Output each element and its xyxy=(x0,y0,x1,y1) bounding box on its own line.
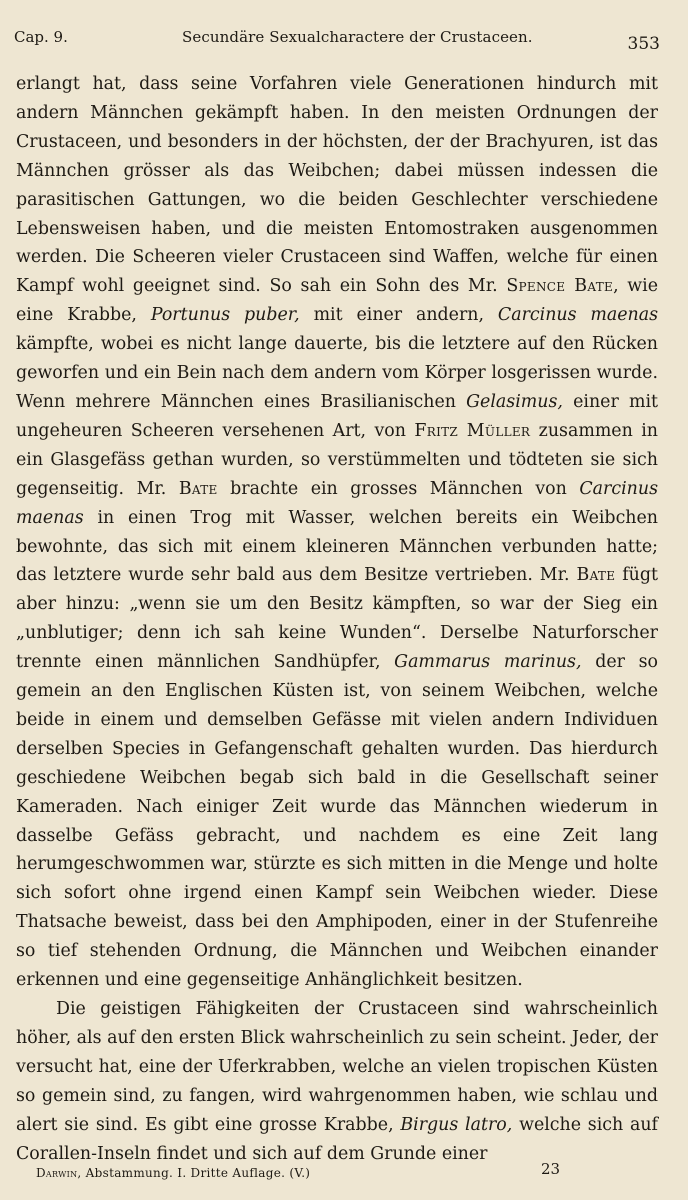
species-name: Portunus puber, xyxy=(150,305,300,326)
species-name: Gammarus marinus, xyxy=(394,652,582,673)
species-name: Carcinus maenas xyxy=(497,305,659,326)
person-name: Bate xyxy=(576,565,616,586)
person-name: Bate xyxy=(178,478,218,499)
author-name: Darwin, xyxy=(36,1166,82,1180)
person-name: Fritz Müller xyxy=(414,420,531,441)
text-run: Die geistigen Fähigkeiten der Crustaceen sind wahrscheinlich höher, als auf den ersten Blick wahrscheinlich zu sein scheint. Jeder, der versucht hat, eine der Uferkrabben, welche an vielen tropischen Küsten so gemein sind, zu fangen, wird wahrgenommen haben, wie schlau und alert sie sind. Es gibt eine grosse Krabbe, xyxy=(16,999,658,1135)
text-run: , wie eine Krabbe, xyxy=(16,276,659,326)
imprint-text: Abstammung. I. Dritte Auflage. (V.) xyxy=(85,1166,311,1180)
page-number: 353 xyxy=(627,34,660,54)
person-name: Spence Bate xyxy=(506,276,614,297)
running-header xyxy=(14,26,660,52)
body-text xyxy=(16,70,658,1168)
text-run: erlangt hat, dass seine Vorfahren viele Generationen hindurch mit andern Männchen gekämpft haben. In den meisten Ordnungen der Crustaceen, und besonders in der höchsten, der der Brachyuren, ist das Männchen grösser als das Weibchen; dabei müssen indessen die parasitischen Gattungen, wo die beiden Geschlechter verschiedene Lebensweisen haben, und die meisten Entomostraken ausgenommen werden. Die Scheeren vieler Crustaceen sind Waffen, welche für einen Kampf wohl geeignet sind. So sah ein Sohn des Mr. xyxy=(16,74,658,297)
text-run: brachte ein grosses Männchen von xyxy=(230,478,567,499)
imprint-line xyxy=(36,1166,310,1180)
text-run: fügt aber hinzu: „wenn sie um den Besitz kämpften, so war der Sieg ein „unblutiger; denn ich sah keine Wunden“. Derselbe Naturforscher trennte einen männlichen Sandhüpfer, xyxy=(16,565,659,673)
signature-mark: 23 xyxy=(541,1160,561,1178)
species-name: Gelasimus, xyxy=(466,391,563,412)
text-run: zusammen in ein Glasgefäss gethan wurden, so verstümmelten und tödteten sie sich gegenseitig. Mr. xyxy=(16,420,658,499)
species-name: Carcinus maenas xyxy=(16,478,658,528)
text-run: der so gemein an den Englischen Küsten ist, von seinem Weibchen, welche beide in einem und demselben Gefässe mit vielen andern Individuen derselben Species in Gefangenschaft gehalten wurden. Das hierdurch geschiedene Weibchen begab sich bald in die Gesellschaft seiner Kameraden. Nach einiger Zeit wurde das Männchen wiederum in dasselbe Gefäss gebracht, und nachdem es eine Zeit lang herumgeschwommen war, stürzte es sich mitten in die Menge und holte sich sofort ohne irgend einen Kampf sein Weibchen wieder. Diese Thatsache beweist, dass bei den Amphipoden, einer in der Stufenreihe so tief stehenden Ordnung, die Männchen und Weibchen einander erkennen und eine gegenseitige Anhänglichkeit besitzen. xyxy=(16,652,658,991)
text-run: in einen Trog mit Wasser, welchen bereits ein Weibchen bewohnte, das sich mit einem kleineren Männchen verbunden hatte; das letztere wurde sehr bald aus dem Besitze vertrieben. Mr. xyxy=(16,507,659,586)
running-title: Secundäre Sexualcharactere der Crustaceen. xyxy=(182,28,533,46)
text-run: kämpfte, wobei es nicht lange dauerte, bis die letztere auf den Rücken geworfen und ein Bein nach dem andern vom Körper losgerissen wurde. Wenn mehrere Männchen eines Brasilianischen xyxy=(16,334,658,412)
species-name: Birgus latro, xyxy=(400,1114,513,1135)
paragraph-1 xyxy=(16,70,658,995)
text-run: welche sich auf Corallen-Inseln findet und sich auf dem Grunde einer xyxy=(16,1114,658,1164)
text-run: einer mit ungeheuren Scheeren versehenen Art, von xyxy=(16,391,659,441)
chapter-label: Cap. 9. xyxy=(14,28,68,46)
page-footer xyxy=(16,1162,648,1188)
text-run: mit einer andern, xyxy=(313,305,485,326)
paragraph-2 xyxy=(16,995,658,1168)
